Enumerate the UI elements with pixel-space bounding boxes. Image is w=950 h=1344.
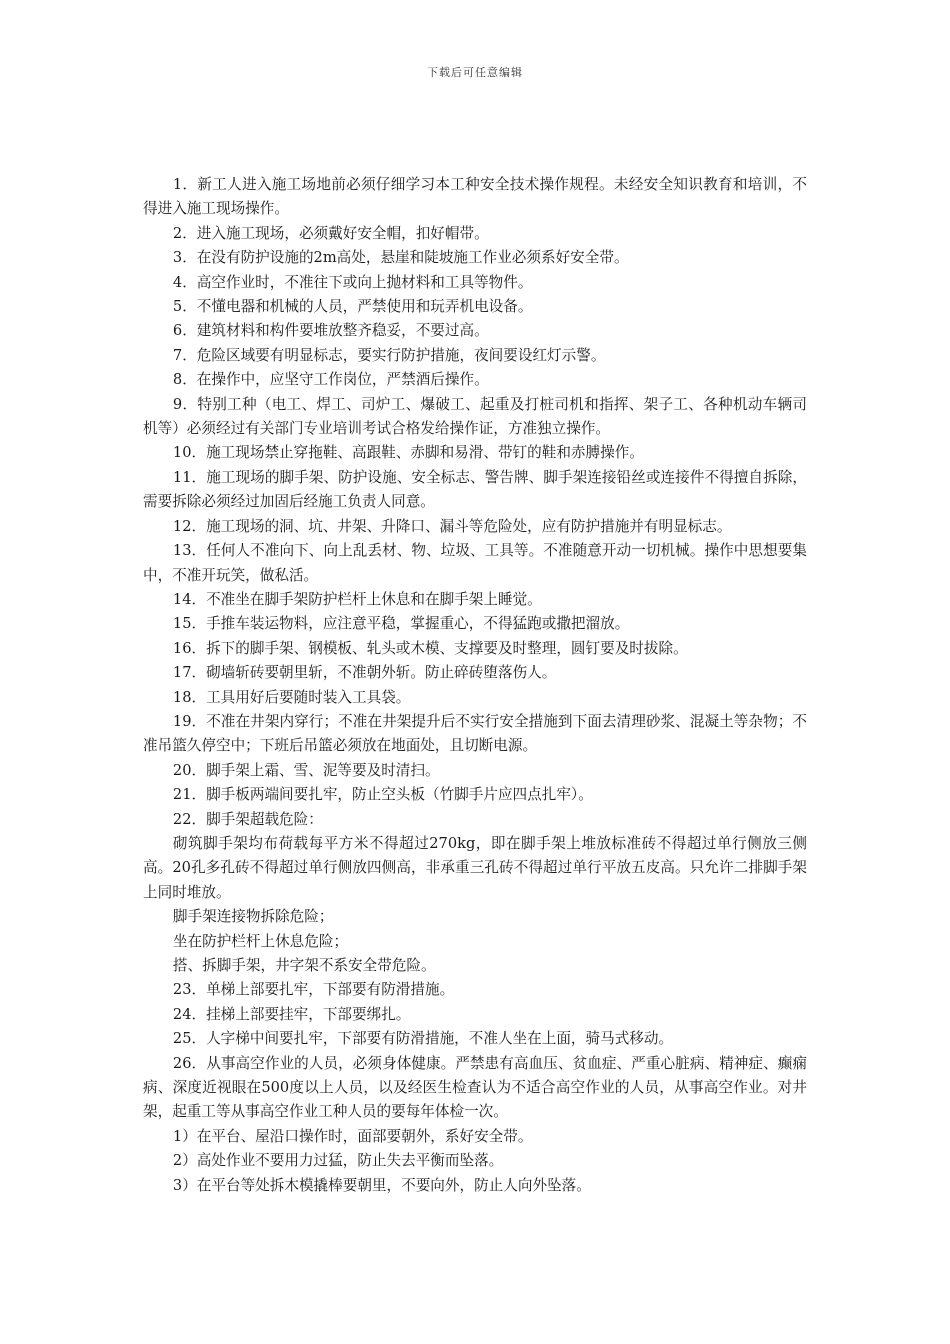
paragraph: 1．新工人进入施工场地前必须仔细学习本工种安全技术操作规程。未经安全知识教育和培训，不得进入施工现场操作。 [143, 176, 807, 218]
paragraph: 24．挂梯上部要挂牢，下部要绑扎。 [172, 1005, 411, 1023]
paragraph: 17．砌墙斩砖要朝里斩，不准朝外斩。防止碎砖堕落伤人。 [172, 664, 557, 682]
paragraph: 搭、拆脚手架，井字架不系安全带危险。 [172, 957, 436, 974]
paragraph: 9．特别工种（电工、焊工、司炉工、爆破工、起重及打桩司机和指挥、架子工、各种机动车辆司机等）必须经过有关部门专业培训考试合格发给操作证，方准独立操作。 [143, 395, 807, 438]
paragraph: 8．在操作中，应坚守工作岗位，严禁酒后操作。 [172, 371, 489, 389]
page-header: 下载后可任意编辑 [427, 66, 523, 79]
document-body [143, 173, 807, 1198]
paragraph: 13．任何人不准向下、向上乱丢材、物、垃圾、工具等。不准随意开动一切机械。操作中思想要集中，不准开玩笑，做私活。 [143, 542, 807, 584]
paragraph: 4．高空作业时，不准往下或向上抛材料和工具等物件。 [172, 273, 533, 291]
paragraph: 14．不准坐在脚手架防护栏杆上休息和在脚手架上睡觉。 [172, 590, 542, 608]
paragraph: 23．单梯上部要扎牢，下部要有防滑措施。 [172, 981, 455, 999]
paragraph: 2．进入施工现场，必须戴好安全帽，扣好帽带。 [172, 224, 489, 242]
paragraph: 22．脚手架超载危险： [172, 810, 323, 828]
paragraph: 19．不准在井架内穿行；不准在井架提升后不实行安全措施到下面去清理砂浆、混凝土等杂物；不准吊篮久停空中；下班后吊篮必须放在地面处，且切断电源。 [143, 712, 807, 755]
paragraph: 11．施工现场的脚手架、防护设施、安全标志、警告牌、脚手架连接铅丝或连接件不得擅自拆除，需要拆除必须经过加固后经施工负责人同意。 [143, 468, 807, 511]
paragraph: 2）高处作业不要用力过猛，防止失去平衡而坠落。 [172, 1152, 504, 1170]
paragraph: 10．施工现场禁止穿拖鞋、高跟鞋、赤脚和易滑、带钉的鞋和赤膊操作。 [172, 444, 644, 462]
paragraph: 15．手推车装运物料，应注意平稳，掌握重心，不得猛跑或撒把溜放。 [172, 615, 630, 633]
paragraph: 砌筑脚手架均布荷载每平方米不得超过270kg，即在脚手架上堆放标准砖不得超过单行侧放三侧高。20孔多孔砖不得超过单行侧放四侧高，非承重三孔砖不得超过单行平放五皮高。只允许二排脚手架上同时堆放。 [143, 834, 807, 901]
paragraph: 脚手架连接物拆除危险； [172, 908, 334, 926]
paragraph: 21．脚手板两端间要扎牢，防止空头板（竹脚手片应四点扎牢）。 [172, 786, 593, 804]
paragraph: 18．工具用好后要随时装入工具袋。 [172, 688, 411, 706]
paragraph: 3．在没有防护设施的2m高处，悬崖和陡坡施工作业必须系好安全带。 [172, 249, 629, 267]
paragraph: 6．建筑材料和构件要堆放整齐稳妥，不要过高。 [172, 322, 489, 340]
paragraph: 坐在防护栏杆上休息危险； [172, 932, 349, 950]
paragraph: 1）在平台、屋沿口操作时，面部要朝外，系好安全带。 [172, 1127, 533, 1145]
paragraph: 25．人字梯中间要扎牢，下部要有防滑措施，不准人坐在上面，骑马式移动。 [172, 1030, 674, 1048]
paragraph: 3）在平台等处拆木模撬棒要朝里，不要向外，防止人向外坠落。 [172, 1176, 591, 1194]
paragraph: 12．施工现场的洞、坑、井架、升降口、漏斗等危险处，应有防护措施并有明显标志。 [172, 517, 732, 535]
paragraph: 16．拆下的脚手架、钢模板、轧头或木模、支撑要及时整理，圆钉要及时拔除。 [172, 639, 688, 657]
paragraph: 26．从事高空作业的人员，必须身体健康。严禁患有高血压、贫血症、严重心脏病、精神症、癫痫病、深度近视眼在500度以上人员，以及经医生检查认为不适合高空作业的人员，从事高空作业。对井架，起重工等从事高空作业工种人员的要每年体检一次。 [143, 1054, 807, 1121]
paragraph: 20．脚手架上霜、雪、泥等要及时清扫。 [172, 761, 440, 779]
paragraph: 7．危险区域要有明显标志，要实行防护措施，夜间要设红灯示警。 [172, 346, 606, 364]
paragraph: 5．不懂电器和机械的人员，严禁使用和玩弄机电设备。 [172, 298, 533, 316]
